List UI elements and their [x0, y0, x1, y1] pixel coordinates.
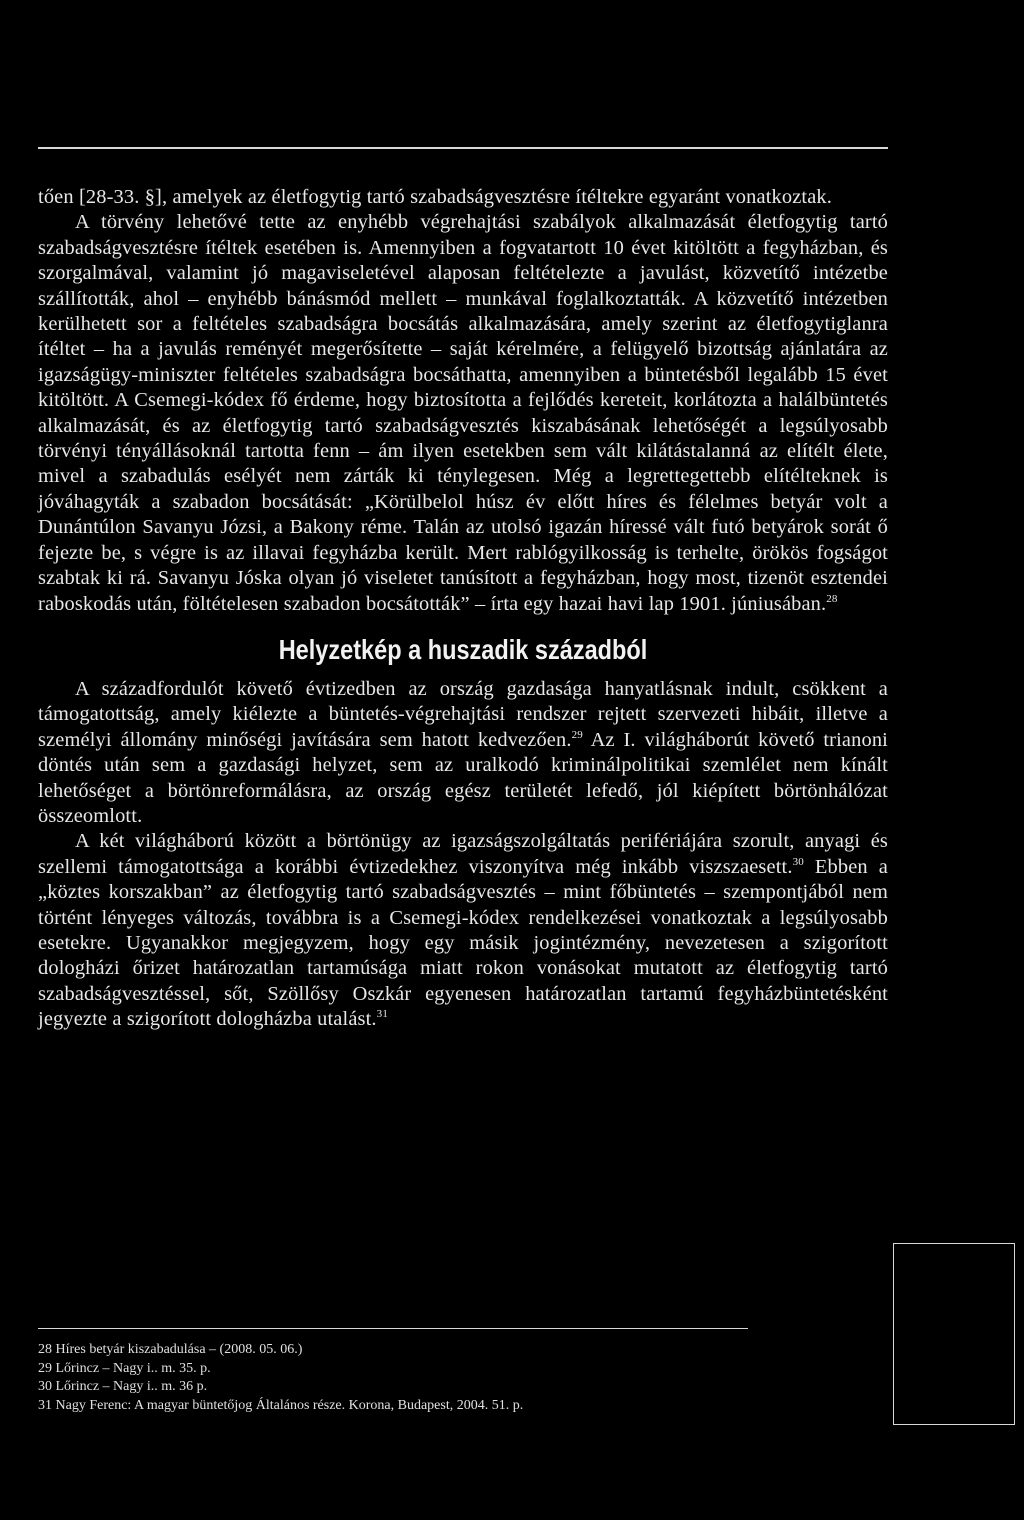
section-heading: Helyzetkép a huszadik századból — [278, 633, 648, 665]
paragraph-3 — [38, 677, 888, 829]
paragraph-1 — [38, 185, 888, 210]
footnote-31: 31 Nagy Ferenc: A magyar büntetőjog Általános része. Korona, Budapest, 2004. 51. p. — [38, 1397, 524, 1413]
text-run: A törvény lehetővé tette az enyhébb végrehajtási szabályok alkalmazását életfogytig tartó szabadságvesztésre ítéltek esetében is. Amennyiben a fogvatartott 10 évet kitöltött a fegyházban, és szorgalmával, valamint jó magaviseletével alaposan feltételezte a javulást, közvetítő intézetbe szállították, ahol – enyhébb bánásmód mellett – munkával foglalkoztatták. A közvetítő intézetben kerülhetett sor a feltételes szabadságra bocsátás alkalmazására, amely szerint az életfogytiglanra ítéltet – ha a javulás reményét megerősítette – saját kérelmére, a felügyelő bizottság ajánlatára az igazságügy-miniszter feltételes szabadságra bocsáthatta, amennyiben a büntetésből legalább 15 évet kitöltött. A Csemegi-kódex fő érdeme, hogy biztosította a fejlődés kereteit, korlátozta a halálbüntetés alkalmazását, és az életfogytig tartó szabadságvesztés kiszabásának lehetőségét a legsúlyosabb törvényi tényállásoknál tartotta fenn – ám ilyen esetekben sem vált kilátástalanná az elítélt élete, mivel a szabadulás esélyét nem zárták ki ténylegesen. Még a legrettegettebb elítélteknek is jóváhagyták a szabadon bocsátását: „Körülbelol húsz év előtt híres és félelmes betyár volt a Dunántúlon Savanyu Józsi, a Bakony réme. Talán az utolsó igazán híressé vált futó betyárok sorát ő fejezte be, s végre is az illavai fegyházba került. Mert rablógyilkosság is terhelte, örökös fogságot szabtak ki rá. Savanyu Jóska olyan jó viseletet tanúsított a fegyházban, hogy most, tizenöt esztendei raboskodás után, föltételesen szabadon bocsátották” – írta egy hazai havi lap 1901. júniusában. — [38, 211, 888, 615]
header-rule — [38, 147, 888, 149]
footnote-29: 29 Lőrincz – Nagy i.. m. 35. p. — [38, 1360, 211, 1376]
footnote-ref-28[interactable]: 28 — [826, 592, 838, 605]
side-frame — [893, 1243, 1015, 1425]
text-run: tően [28-33. §], amelyek az életfogytig tartó szabadságvesztésre ítéltekre egyaránt vonatkoztak. — [38, 186, 833, 208]
paragraph-4 — [38, 829, 888, 1032]
footnote-28: 28 Híres betyár kiszabadulása – (2008. 05. 06.) — [38, 1342, 303, 1357]
footnote-rule — [38, 1328, 748, 1329]
main-text — [38, 185, 888, 1033]
text-run: A századfordulót követő évtizedben az ország gazdasága hanyatlásnak indult, csökkent a támogatottság, amely kiélezte a büntetés-végrehajtási rendszer rejtett szervezeti hibáit, illetve a személyi állomány minőségi javítására sem hatott kedvezően. — [38, 677, 888, 751]
footnote-30: 30 Lőrincz – Nagy i.. m. 36 p. — [38, 1379, 208, 1394]
footnote-ref-31[interactable]: 31 — [376, 1008, 388, 1021]
paragraph-2 — [38, 210, 888, 617]
text-run: Az I. világháborút követő trianoni döntés után sem a gazdasági helyzet, sem az uralkodó kriminálpolitikai szemlélet nem kínált lehetőséget a börtönreformálásra, az ország egész területét lefedő, jól kiépített börtönhálózat összeomlott. — [38, 728, 888, 827]
text-run: Ebben a „köztes korszakban” az életfogytig tartó szabadságvesztés – mint főbüntetés – szempontjából nem történt lényeges változás, továbbra is a Csemegi-kódex rendelkezései vonatkoztak a legsúlyosabb esetekre. Ugyanakkor megjegyzem, hogy egy másik jogintézmény, nevezetesen a szigorított dologházi őrizet határozatlan tartamúsága miatt rokon vonásokat mutatott az életfogytig tartó szabadságvesztéssel, sőt, Szöllősy Oszkár egyenesen határozatlan tartamú fegyházbüntetésként jegyezte a szigorított dologházba utalást. — [38, 855, 888, 1031]
footnote-ref-30[interactable]: 30 — [792, 855, 804, 868]
footnote-ref-29[interactable]: 29 — [571, 728, 583, 741]
text-run: A két világháború között a börtönügy az igazságszolgáltatás perifériájára szorult, anyagi és szellemi támogatottsága a korábbi évtizedekhez viszonyítva még inkább viszszaesett. — [38, 830, 888, 878]
footnotes — [38, 1341, 898, 1415]
